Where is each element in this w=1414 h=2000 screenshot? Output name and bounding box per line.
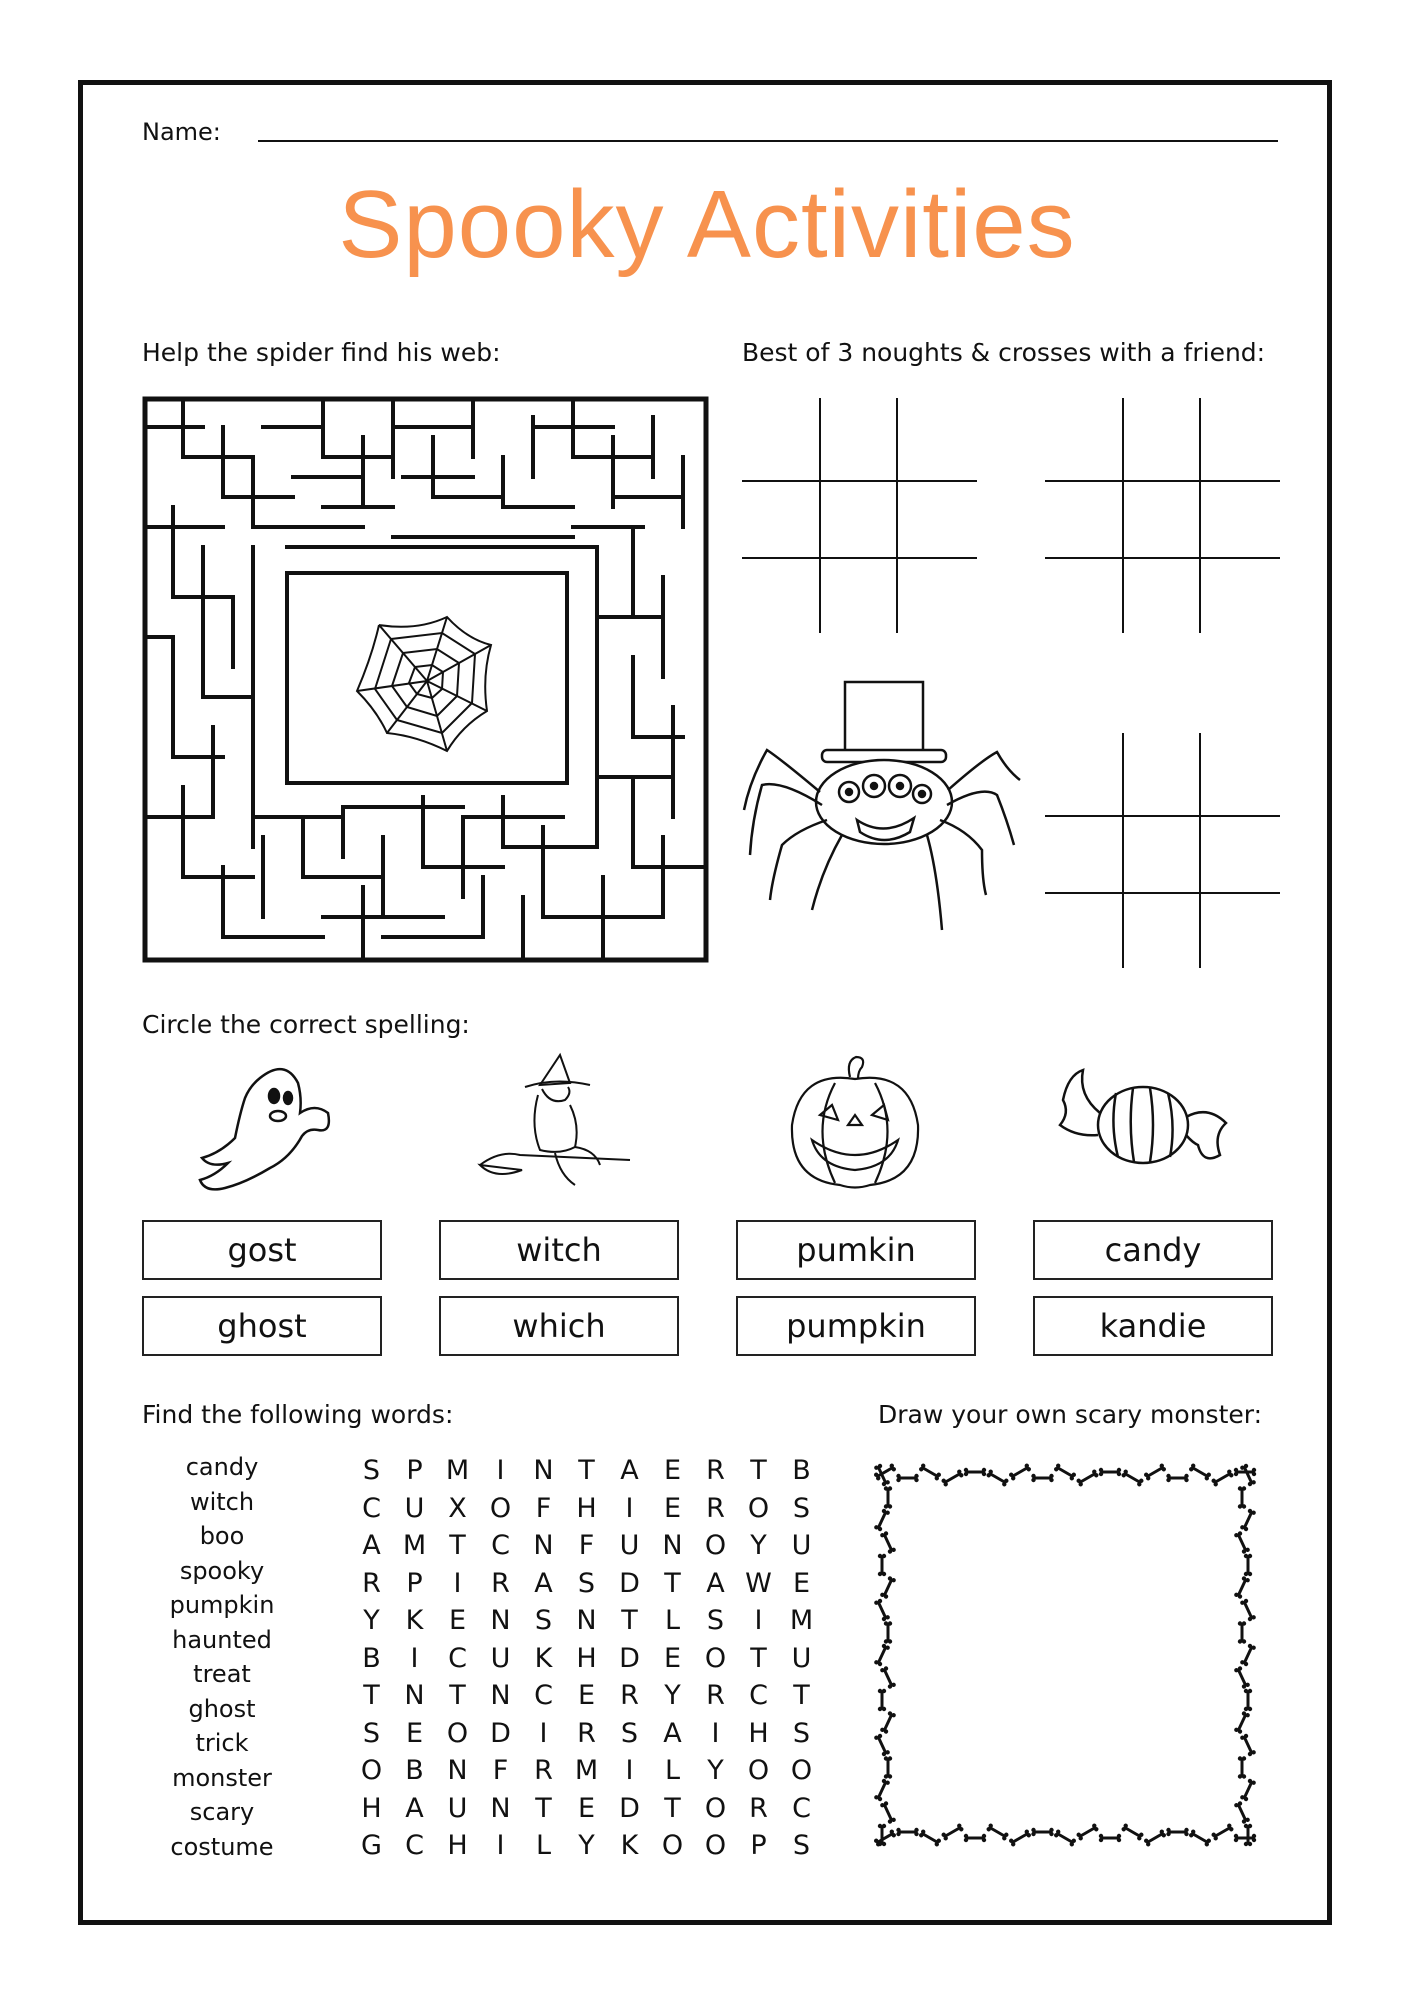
wordsearch-letter[interactable]: L (664, 1755, 681, 1786)
wordsearch-letter[interactable]: C (792, 1792, 811, 1824)
wordsearch-letter[interactable]: B (405, 1755, 424, 1786)
spider-maze[interactable] (143, 397, 708, 962)
wordsearch-letter[interactable]: I (539, 1717, 548, 1749)
wordsearch-letter[interactable]: C (448, 1642, 467, 1674)
wordsearch-letter[interactable]: S (577, 1567, 596, 1599)
wordsearch-letter[interactable]: F (492, 1755, 509, 1786)
spider-web-icon (357, 617, 491, 751)
wordsearch-letter[interactable]: O (489, 1492, 512, 1524)
wordsearch-letter[interactable]: I (754, 1605, 763, 1636)
wordsearch-letter[interactable]: O (704, 1830, 727, 1861)
wordsearch-letter[interactable]: N (533, 1455, 554, 1486)
wordsearch-letter[interactable]: Y (578, 1830, 595, 1861)
wordsearch-letter[interactable]: T (664, 1567, 681, 1599)
wordsearch-letter[interactable]: M (574, 1755, 599, 1786)
wordsearch-letter[interactable]: A (362, 1530, 381, 1561)
word-list-item: candy (185, 1453, 259, 1481)
spelling-heading: Circle the correct spelling: (142, 1010, 470, 1039)
wordsearch-letter[interactable]: L (664, 1605, 681, 1636)
word-list-item: ghost (188, 1694, 256, 1723)
wordsearch-letter[interactable]: U (490, 1642, 511, 1674)
wordsearch-letter[interactable]: N (490, 1605, 511, 1636)
wordsearch-letter[interactable]: D (490, 1717, 511, 1749)
wordsearch-letter[interactable]: N (490, 1680, 511, 1711)
wordsearch-letter[interactable]: E (405, 1717, 424, 1749)
tictactoe-grid-3[interactable] (1045, 733, 1280, 968)
word-list-item: treat (193, 1660, 251, 1688)
wordsearch-letter[interactable]: C (491, 1530, 510, 1561)
spelling-option[interactable]: ghost (142, 1296, 382, 1356)
wordsearch-letter[interactable]: T (750, 1455, 767, 1486)
wordsearch-letter[interactable]: A (706, 1567, 725, 1599)
wordsearch-letter[interactable]: P (406, 1455, 423, 1486)
name-input-line[interactable] (258, 140, 1278, 142)
word-list-item: trick (195, 1729, 249, 1757)
wordsearch-letter[interactable]: Y (750, 1530, 767, 1561)
word-list-item: pumpkin (169, 1591, 275, 1619)
wordsearch-letter[interactable]: K (534, 1642, 553, 1674)
wordsearch-letter[interactable]: T (449, 1680, 466, 1711)
bone-border-icon[interactable] (870, 1460, 1260, 1850)
wordsearch-letter[interactable]: U (791, 1530, 812, 1561)
tictactoe-grid-2[interactable] (1045, 398, 1280, 633)
wordsearch-letter[interactable]: C (362, 1492, 381, 1524)
wordsearch-letter[interactable]: T (664, 1792, 681, 1824)
wordsearch-letter[interactable]: E (577, 1792, 596, 1824)
wordsearch-letter[interactable]: U (791, 1642, 812, 1674)
wordsearch-letter[interactable]: H (576, 1642, 597, 1674)
wordsearch-letter[interactable]: A (620, 1455, 639, 1486)
wordsearch-letter[interactable]: S (362, 1717, 381, 1749)
wordsearch-letter[interactable]: Y (363, 1605, 380, 1636)
top-hat-spider-icon (742, 680, 1022, 960)
wordsearch-letter[interactable]: M (402, 1530, 427, 1561)
wordsearch-letter[interactable]: A (534, 1567, 553, 1599)
wordsearch-letter[interactable]: R (620, 1680, 639, 1711)
wordsearch-letter[interactable]: E (448, 1605, 467, 1636)
wordsearch-letter[interactable]: N (662, 1530, 683, 1561)
wordsearch-letter[interactable]: R (749, 1792, 768, 1824)
wordsearch-letter[interactable]: N (447, 1755, 468, 1786)
wordsearch-letter[interactable]: O (704, 1530, 727, 1561)
wordsearch-letter[interactable]: M (789, 1605, 814, 1636)
wordsearch-letter[interactable]: H (361, 1792, 382, 1824)
wordsearch-letter[interactable]: R (577, 1717, 596, 1749)
wordsearch-letter[interactable]: F (578, 1530, 595, 1561)
wordsearch-letter[interactable]: S (362, 1455, 381, 1486)
wordsearch-letter[interactable]: O (747, 1492, 770, 1524)
wordsearch-letter[interactable]: E (792, 1567, 811, 1599)
wordsearch-letter[interactable]: X (448, 1492, 467, 1524)
wordsearch-letter[interactable]: S (706, 1605, 725, 1636)
wordsearch-letter[interactable]: E (577, 1680, 596, 1711)
wordsearch-letter[interactable]: P (406, 1567, 423, 1599)
wordsearch-letter[interactable]: H (447, 1830, 468, 1861)
wordsearch-letter[interactable]: O (704, 1642, 727, 1674)
wordsearch-letter[interactable]: F (535, 1492, 552, 1524)
wordsearch-letter[interactable]: O (747, 1755, 770, 1786)
wordsearch-letter[interactable]: Y (664, 1680, 681, 1711)
wordsearch-letter[interactable]: T (793, 1680, 810, 1711)
wordsearch-letter[interactable]: W (745, 1567, 772, 1599)
wordsearch-letter[interactable]: S (792, 1717, 811, 1749)
ghost-icon (190, 1058, 350, 1198)
wordsearch-letter[interactable]: S (792, 1830, 811, 1861)
wordsearch-letter[interactable]: B (362, 1642, 381, 1674)
tictactoe-grid-1[interactable] (742, 398, 977, 633)
wordsearch-grid[interactable] (350, 1452, 823, 1865)
wordsearch-letter[interactable]: U (404, 1492, 425, 1524)
wordsearch-letter[interactable]: T (621, 1605, 638, 1636)
word-list-item: costume (170, 1832, 274, 1861)
wordsearch-letter[interactable]: N (533, 1530, 554, 1561)
wrapped-candy-icon (1058, 1065, 1228, 1185)
wordsearch-letter[interactable]: S (534, 1605, 553, 1636)
wordsearch-letter[interactable]: A (663, 1717, 682, 1749)
wordsearch-letter[interactable]: Y (707, 1755, 724, 1786)
wordsearch-letter[interactable]: D (619, 1642, 640, 1674)
wordsearch-letter[interactable]: E (663, 1642, 682, 1674)
wordsearch-letter[interactable]: S (792, 1492, 811, 1524)
wordsearch-letter[interactable]: O (661, 1830, 684, 1861)
spelling-option[interactable]: which (439, 1296, 679, 1356)
word-list-item: spooky (179, 1556, 265, 1585)
spelling-option[interactable]: pumkin (736, 1220, 976, 1280)
wordsearch-letter[interactable]: T (750, 1642, 767, 1674)
wordsearch-letter[interactable]: E (663, 1455, 682, 1486)
wordsearch-letter[interactable]: O (790, 1755, 813, 1786)
spelling-option[interactable]: kandie (1033, 1296, 1273, 1356)
wordsearch-letter[interactable]: I (496, 1830, 505, 1861)
wordsearch-letter[interactable]: K (620, 1830, 639, 1861)
wordsearch-letter[interactable]: R (491, 1567, 510, 1599)
wordsearch-letter[interactable]: R (706, 1455, 725, 1486)
word-list-item: scary (189, 1798, 255, 1826)
wordsearch-letter[interactable]: E (663, 1492, 682, 1524)
word-list-item: haunted (172, 1625, 272, 1654)
wordsearch-letter[interactable]: C (749, 1680, 768, 1711)
jack-o-lantern-icon (780, 1055, 930, 1195)
wordsearch-letter[interactable]: C (534, 1680, 553, 1711)
wordsearch-letter[interactable]: P (750, 1830, 767, 1861)
wordsearch-letter[interactable]: O (446, 1717, 469, 1749)
wordsearch-letter[interactable]: H (748, 1717, 769, 1749)
word-list-item: boo (199, 1522, 245, 1550)
wordsearch-letter[interactable]: K (405, 1605, 424, 1636)
wordsearch-letter[interactable]: B (792, 1455, 811, 1486)
wordsearch-letter[interactable]: I (496, 1455, 505, 1486)
wordsearch-letter[interactable]: I (711, 1717, 720, 1749)
word-list-item: monster (172, 1763, 272, 1792)
wordsearch-letter[interactable]: R (706, 1492, 725, 1524)
wordsearch-letter[interactable]: U (447, 1792, 468, 1824)
wordsearch-letter[interactable]: D (619, 1567, 640, 1599)
wordsearch-letter[interactable]: R (706, 1680, 725, 1711)
monster-heading: Draw your own scary monster: (878, 1400, 1263, 1429)
wordsearch-letter[interactable]: N (404, 1680, 425, 1711)
wordsearch-letter[interactable]: R (534, 1755, 553, 1786)
spelling-option[interactable]: pumpkin (736, 1296, 976, 1356)
wordsearch-letter[interactable]: T (449, 1530, 466, 1561)
wordsearch-letter[interactable]: O (360, 1755, 383, 1786)
wordsearch-letter[interactable]: D (619, 1792, 640, 1824)
wordsearch-letter[interactable]: T (535, 1792, 552, 1824)
wordsearch-letter[interactable]: I (453, 1567, 462, 1599)
wordsearch-letter[interactable]: R (362, 1567, 381, 1599)
wordsearch-letter[interactable]: O (704, 1792, 727, 1824)
wordsearch-letter[interactable]: A (405, 1792, 424, 1824)
word-list-item: witch (189, 1487, 255, 1516)
wordsearch-letter[interactable]: M (445, 1455, 470, 1486)
wordsearch-letter[interactable]: I (625, 1755, 634, 1786)
wordsearch-letter[interactable]: G (361, 1830, 382, 1861)
wordsearch-letter[interactable]: L (535, 1830, 552, 1861)
maze-heading: Help the spider find his web: (142, 338, 501, 367)
wordsearch-letter[interactable]: N (576, 1605, 597, 1636)
wordsearch-heading: Find the following words: (142, 1400, 454, 1429)
wordsearch-letter[interactable]: N (490, 1792, 511, 1824)
witch-on-broom-icon (480, 1055, 640, 1195)
spelling-option[interactable]: candy (1033, 1220, 1273, 1280)
wordsearch-word-list (142, 1450, 302, 1864)
wordsearch-letter[interactable]: T (578, 1455, 595, 1486)
wordsearch-letter[interactable]: S (620, 1717, 639, 1749)
wordsearch-letter[interactable]: I (410, 1642, 419, 1674)
name-label: Name: (142, 118, 221, 146)
wordsearch-letter[interactable]: U (619, 1530, 640, 1561)
wordsearch-letter[interactable]: H (576, 1492, 597, 1524)
spelling-option[interactable]: gost (142, 1220, 382, 1280)
wordsearch-letter[interactable]: I (625, 1492, 634, 1524)
wordsearch-letter[interactable]: C (405, 1830, 424, 1861)
tictactoe-heading: Best of 3 noughts & crosses with a friend: (742, 338, 1266, 367)
page-title: Spooky Activities (338, 171, 1076, 278)
spelling-option[interactable]: witch (439, 1220, 679, 1280)
wordsearch-letter[interactable]: T (363, 1680, 380, 1711)
